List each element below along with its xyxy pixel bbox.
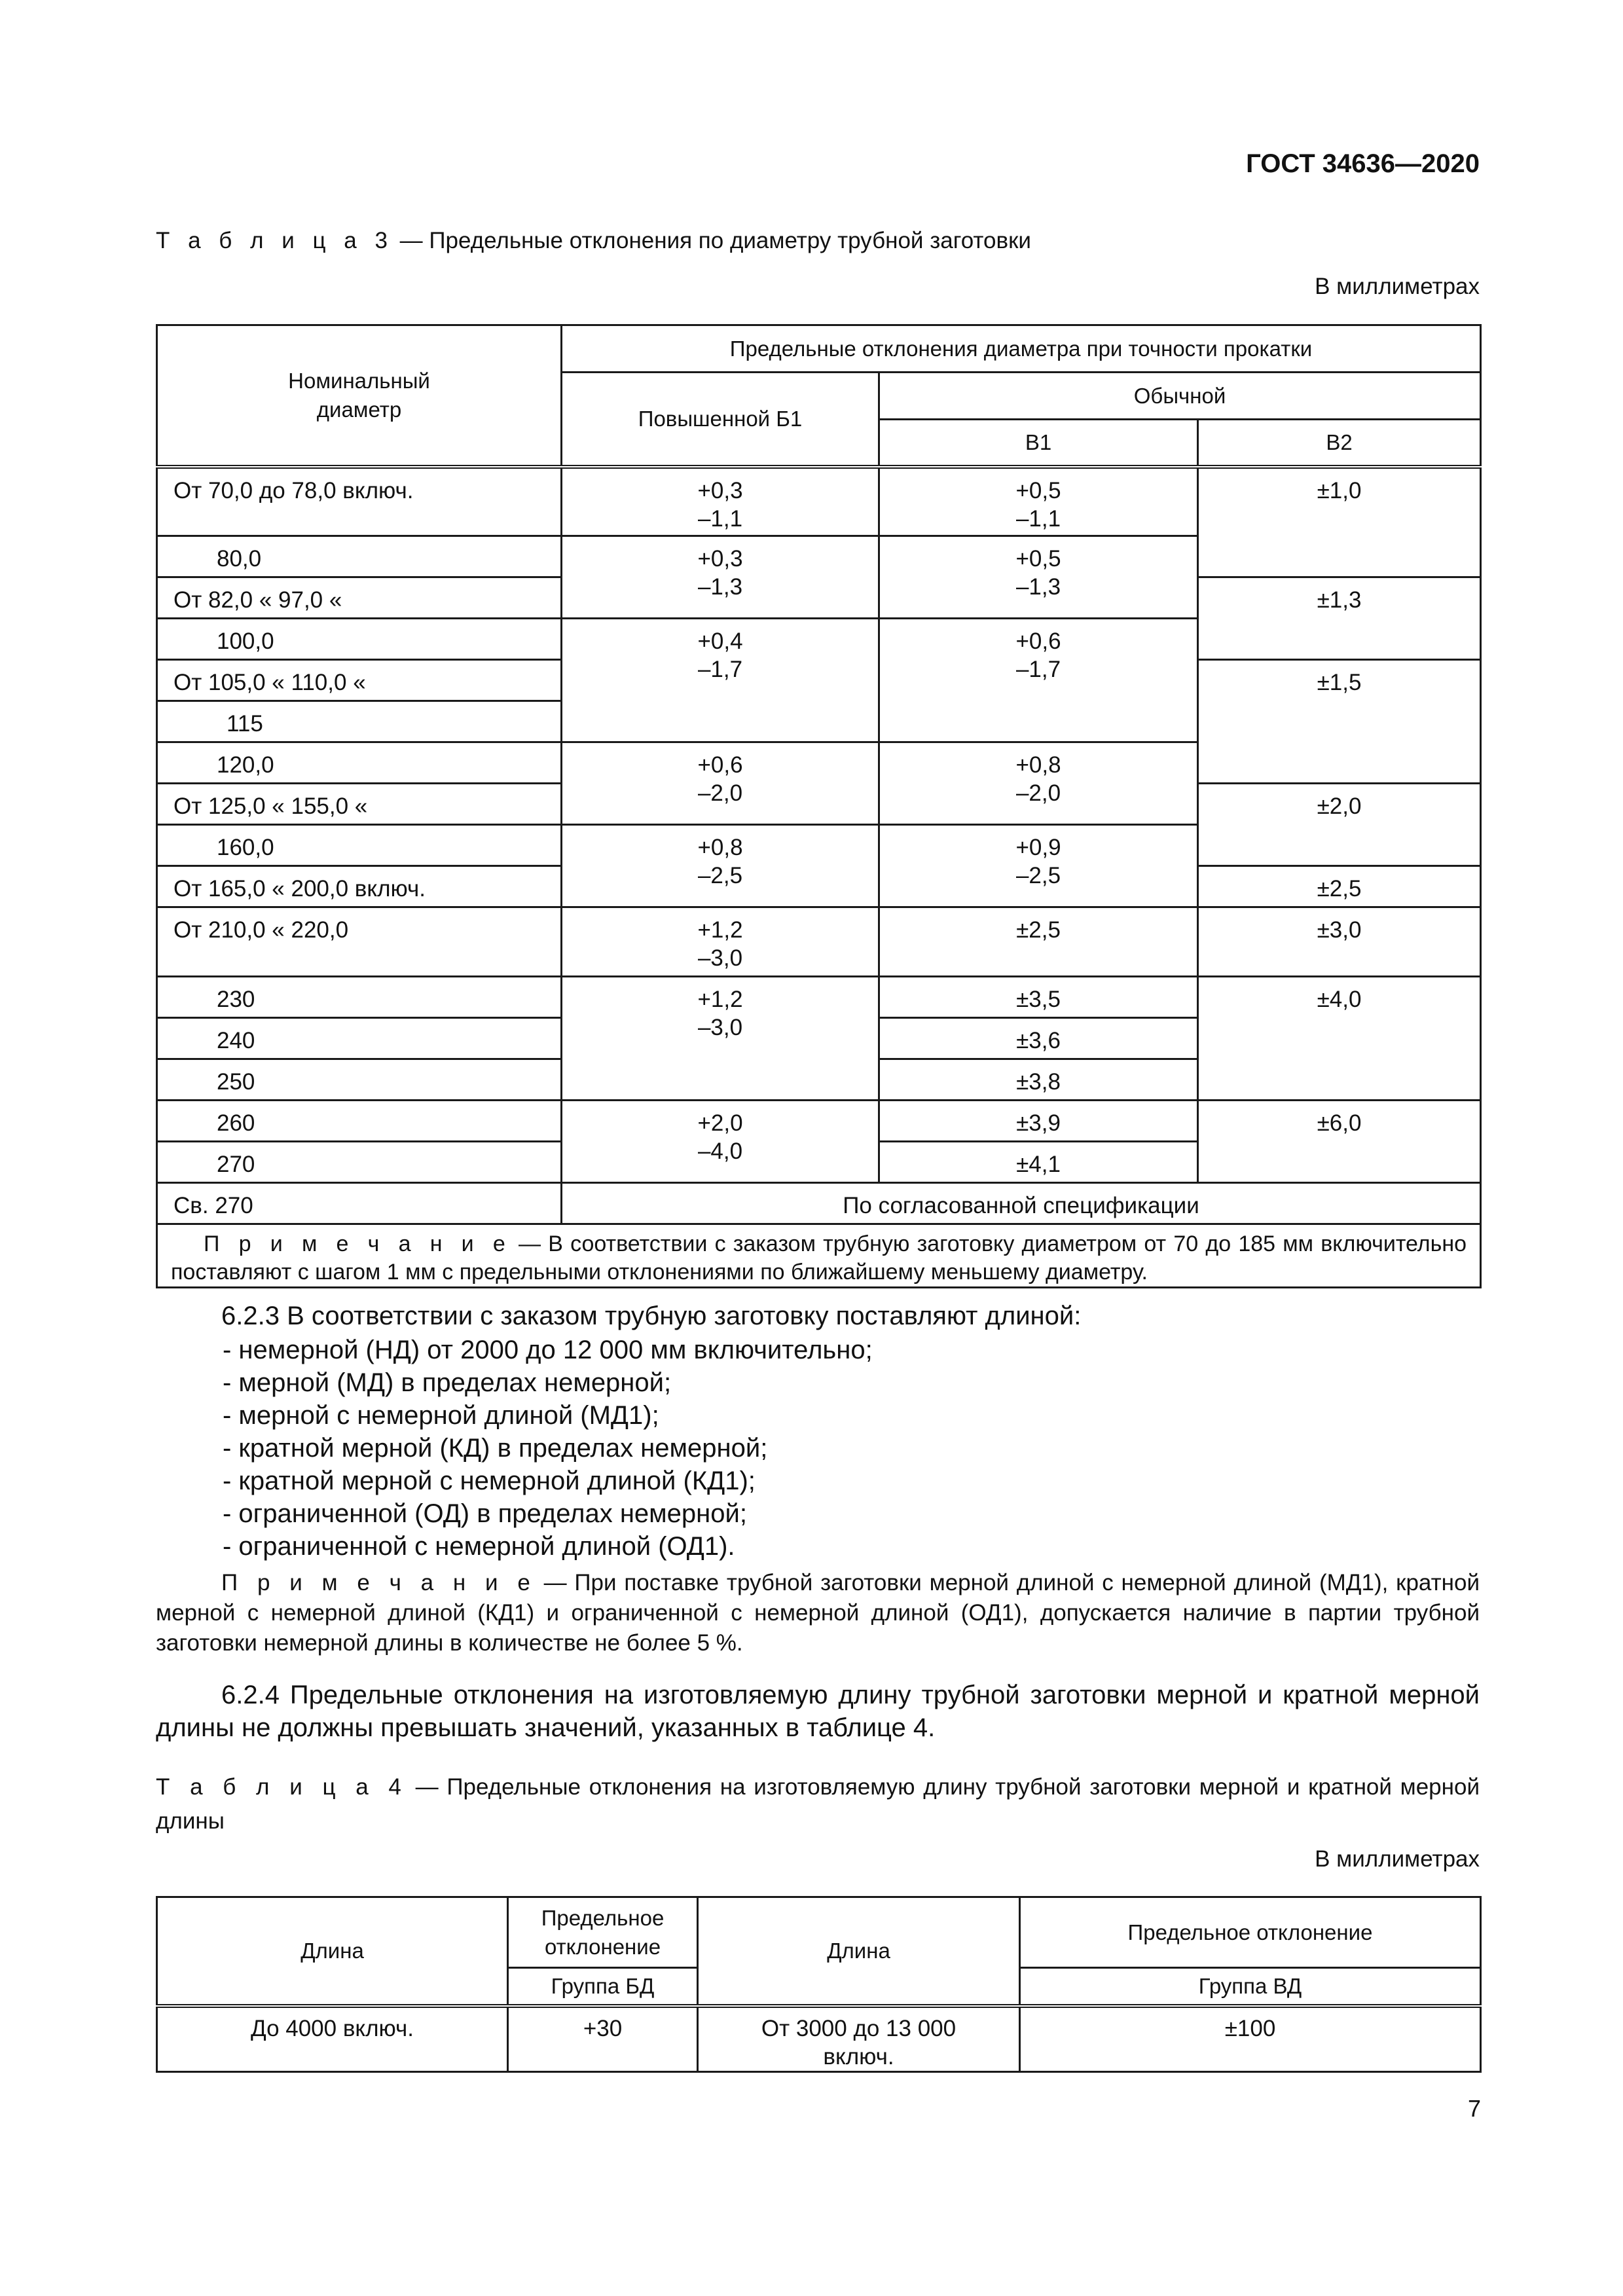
v2-cell: ±1,3: [1198, 577, 1481, 660]
list-item: - мерной с немерной длиной (МД1);: [223, 1401, 659, 1430]
b1-cell: +0,6 –2,0: [562, 742, 879, 825]
length-cell: От 3000 до 13 000 включ.: [698, 2006, 1020, 2072]
v1-cell: +0,5 –1,1: [879, 467, 1198, 536]
header-ordinary: Обычной: [879, 373, 1481, 420]
table3-note: П р и м е ч а н и е — В соответствии с заказом трубную заготовку диаметром от 70 до 185 мм включительно поставляют с шагом 1 мм с предельными отклонениями по ближайшему меньшему диаметру.: [157, 1224, 1481, 1288]
deviation-cell: +30: [508, 2006, 698, 2072]
v1-cell: ±3,5: [879, 977, 1198, 1018]
v1-cell: +0,9 –2,5: [879, 825, 1198, 907]
length-cell: До 4000 включ.: [157, 2006, 508, 2072]
document-id: ГОСТ 34636—2020: [1246, 149, 1480, 178]
table-row: [157, 467, 1481, 536]
v1-cell: ±4,1: [879, 1142, 1198, 1183]
table3-caption: [156, 224, 1031, 258]
table4-caption-text: — Предельные отклонения на изготовляемую длину трубной заготовки мерной и кратной мерной длины: [156, 1774, 1480, 1834]
table-row: [157, 2006, 1481, 2072]
diameter-cell: От 105,0 « 110,0 «: [157, 660, 562, 701]
list-item: - мерной (МД) в пределах немерной;: [223, 1368, 672, 1397]
b1-cell: +0,3 –1,3: [562, 536, 879, 619]
diameter-cell: Св. 270: [157, 1183, 562, 1224]
table-row: [157, 907, 1481, 977]
diameter-cell: 100,0: [157, 619, 562, 660]
header-nominal-diameter: Номинальный диаметр: [157, 325, 562, 467]
diameter-cell: 260: [157, 1101, 562, 1142]
v1-cell: ±3,9: [879, 1101, 1198, 1142]
v2-cell: ±2,5: [1198, 866, 1481, 907]
diameter-cell: 240: [157, 1018, 562, 1059]
table-row: [157, 977, 1481, 1018]
diameter-cell: 270: [157, 1142, 562, 1183]
page-number: 7: [1467, 2095, 1481, 2122]
v2-cell: ±3,0: [1198, 907, 1481, 977]
header-deviation-1: Предельное отклонение: [508, 1897, 698, 1968]
v1-cell: ±2,5: [879, 907, 1198, 977]
header-length-2: Длина: [698, 1897, 1020, 2006]
table4-caption: [156, 1770, 1480, 1838]
diameter-cell: 80,0: [157, 536, 562, 577]
table3-caption-text: — Предельные отклонения по диаметру трубной заготовки: [393, 228, 1031, 253]
b1-cell: +0,4 –1,7: [562, 619, 879, 742]
v2-cell: ±2,0: [1198, 784, 1481, 866]
section-623-intro: 6.2.3 В соответствии с заказом трубную заготовку поставляют длиной:: [221, 1302, 1082, 1330]
diameter-cell: От 210,0 « 220,0: [157, 907, 562, 977]
diameter-cell: От 82,0 « 97,0 «: [157, 577, 562, 619]
diameter-cell: 115: [157, 701, 562, 742]
spec-cell: По согласованной спецификации: [562, 1183, 1481, 1224]
v1-cell: ±3,8: [879, 1059, 1198, 1101]
section-623-note: П р и м е ч а н и е — При поставке трубной заготовки мерной длиной с немерной длиной (МД1), кратной мерной с немерной длиной (КД1) и ограниченной с немерной длиной (ОД1), допускается наличие в партии трубной заготовки немерной длины в количестве не более 5 %.: [156, 1570, 1480, 1656]
section-624-text: 6.2.4 Предельные отклонения на изготовляемую длину трубной заготовки мерной и кратной мерной длины не должны превышать значений, указанных в таблице 4.: [156, 1681, 1480, 1742]
b1-cell: +0,8 –2,5: [562, 825, 879, 907]
table-note-row: [157, 1224, 1481, 1288]
section-623-list: [223, 1334, 873, 1563]
list-item: - ограниченной (ОД) в пределах немерной;: [223, 1499, 747, 1528]
list-item: - кратной мерной с немерной длиной (КД1);: [223, 1467, 756, 1495]
b1-cell: +0,3 –1,1: [562, 467, 879, 536]
v2-cell: ±4,0: [1198, 977, 1481, 1101]
header-group-vd: Группа ВД: [1020, 1968, 1481, 2006]
table3-caption-prefix: Т а б л и ц а 3: [156, 228, 393, 253]
table3-units: В миллиметрах: [1315, 274, 1480, 299]
deviation-cell: ±100: [1020, 2006, 1481, 2072]
v1-cell: +0,8 –2,0: [879, 742, 1198, 825]
v1-cell: +0,6 –1,7: [879, 619, 1198, 742]
v2-cell: ±6,0: [1198, 1101, 1481, 1183]
diameter-cell: От 70,0 до 78,0 включ.: [157, 467, 562, 536]
v1-cell: ±3,6: [879, 1018, 1198, 1059]
diameter-cell: 160,0: [157, 825, 562, 866]
list-item: - кратной мерной (КД) в пределах немерной;: [223, 1434, 768, 1463]
diameter-cell: От 165,0 « 200,0 включ.: [157, 866, 562, 907]
list-item: - ограниченной с немерной длиной (ОД1).: [223, 1532, 735, 1561]
v2-cell: ±1,0: [1198, 467, 1481, 577]
table-row: [157, 1101, 1481, 1142]
b1-cell: +1,2 –3,0: [562, 977, 879, 1101]
table4-caption-prefix: Т а б л и ц а 4: [156, 1774, 407, 1800]
header-v2: В2: [1198, 420, 1481, 467]
diameter-cell: 120,0: [157, 742, 562, 784]
header-group-bd: Группа БД: [508, 1968, 698, 2006]
table-row: [157, 1183, 1481, 1224]
header-length-1: Длина: [157, 1897, 508, 2006]
list-item: - немерной (НД) от 2000 до 12 000 мм включительно;: [223, 1336, 873, 1364]
v2-cell: ±1,5: [1198, 660, 1481, 784]
header-v1: В1: [879, 420, 1198, 467]
table4: [156, 1896, 1482, 2073]
diameter-cell: 250: [157, 1059, 562, 1101]
table4-units: В миллиметрах: [1315, 1846, 1480, 1872]
v1-cell: +0,5 –1,3: [879, 536, 1198, 619]
diameter-cell: 230: [157, 977, 562, 1018]
diameter-cell: От 125,0 « 155,0 «: [157, 784, 562, 825]
b1-cell: +2,0 –4,0: [562, 1101, 879, 1183]
b1-cell: +1,2 –3,0: [562, 907, 879, 977]
header-deviations: Предельные отклонения диаметра при точности прокатки: [562, 325, 1481, 373]
table3: [156, 324, 1482, 1288]
header-increased-b1: Повышенной Б1: [562, 373, 879, 467]
header-deviation-2: Предельное отклонение: [1020, 1897, 1481, 1968]
